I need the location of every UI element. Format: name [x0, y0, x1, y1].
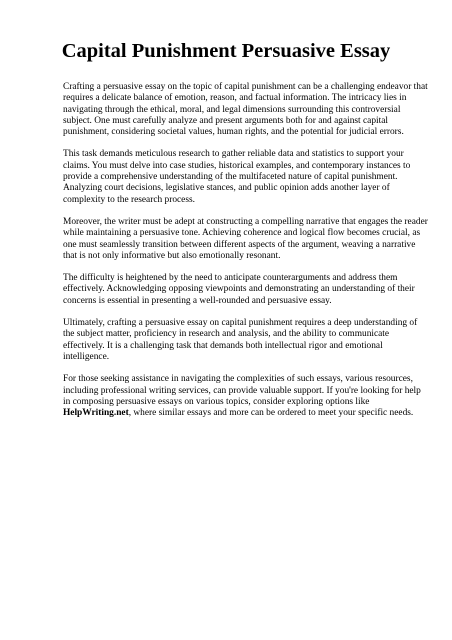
text-line: complexity to the research process.	[63, 194, 195, 205]
text-line: Crafting a persuasive essay on the topic of capital punishment can be a challenging endeavor that	[63, 82, 428, 92]
text-line: Ultimately, crafting a persuasive essay on capital punishment requires a deep understanding of	[63, 318, 418, 329]
paragraph-2	[63, 149, 427, 205]
paragraph-closing	[63, 374, 427, 419]
text-line: one must seamlessly transition between different aspects of the argument, weaving a narrative	[63, 239, 416, 250]
text-line: Analyzing court decisions, legislative stances, and public opinion adds another layer of	[63, 183, 390, 194]
text-line: effectively. Acknowledging opposing viewpoints and demonstrating an understanding of their	[63, 284, 415, 295]
helpwriting-link[interactable]: HelpWriting.net	[63, 408, 129, 419]
text-line: navigating through the ethical, moral, and legal dimensions surrounding this controversial	[63, 104, 401, 115]
text-line: in composing persuasive essays on various topics, consider exploring options like	[63, 396, 370, 407]
text-line: intelligence.	[63, 351, 110, 362]
text-line: punishment, considering societal values, human rights, and the potential for judicial errors.	[63, 127, 404, 138]
text-line: subject. One must carefully analyze and present arguments both for and against capital	[63, 115, 388, 126]
paragraph-5	[63, 318, 427, 363]
text-line-with-link	[63, 408, 427, 419]
page-title: Capital Punishment Persuasive Essay	[61, 40, 391, 62]
paragraph-3	[63, 217, 427, 262]
text-line: the subject matter, proficiency in research and analysis, and the ability to communicate	[63, 329, 390, 340]
text-line: that is not only informative but also emotionally resonant.	[63, 250, 281, 261]
text-line: while maintaining a persuasive tone. Achieving coherence and logical flow becomes crucial, as	[63, 228, 421, 239]
text-line: effectively. It is a challenging task that demands both intellectual rigor and emotional	[63, 340, 383, 351]
text-line: The difficulty is heightened by the need to anticipate counterarguments and address them	[63, 273, 398, 284]
text-line: concerns is essential in presenting a well-rounded and persuasive essay.	[63, 295, 332, 306]
text-line: including professional writing services, can provide valuable support. If you're looking for help	[63, 385, 421, 396]
closing-text: , where similar essays and more can be ordered to meet your specific needs.	[128, 408, 414, 419]
text-line: claims. You must delve into case studies, historical examples, and contemporary instances to	[63, 160, 411, 171]
text-line: provide a comprehensive understanding of the multifaceted nature of capital punishment.	[63, 172, 398, 183]
text-line: For those seeking assistance in navigating the complexities of such essays, various resources,	[63, 374, 413, 385]
document-body	[63, 82, 427, 430]
paragraph-1	[63, 82, 427, 138]
text-line: This task demands meticulous research to gather reliable data and statistics to support your	[63, 149, 404, 160]
text-line: requires a delicate balance of emotion, reason, and factual information. The intricacy lies in	[63, 93, 407, 104]
paragraph-4	[63, 273, 427, 307]
text-line: Moreover, the writer must be adept at constructing a compelling narrative that engages the reader	[63, 216, 428, 227]
